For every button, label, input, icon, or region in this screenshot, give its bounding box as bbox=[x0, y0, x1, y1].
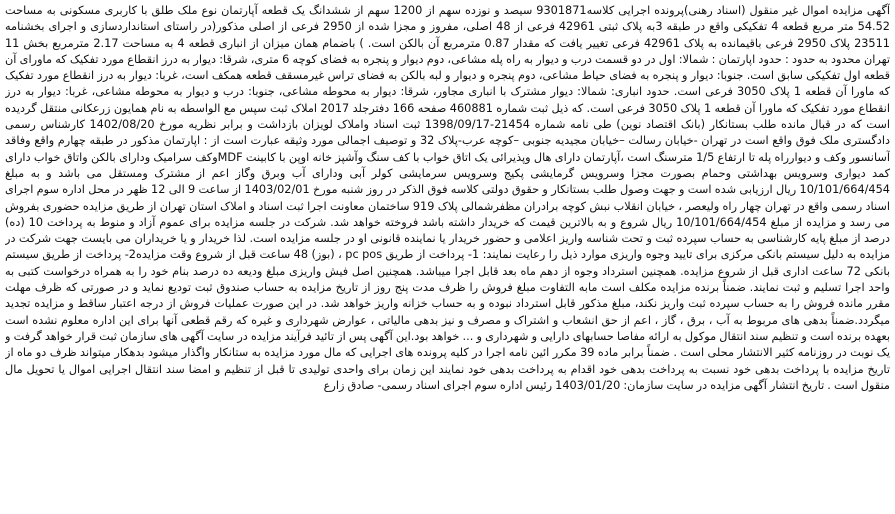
auction-notice-text: آگهی مزایده اموال غیر منقول (اسناد رهنی)پرونده اجرایی کلاسه9301871 سیصد و نوزده سهم از 1200 سهم از ششدانگ یک قطعه آپارتمان نوع ملک طلق با کاربری مسکونی به مساحت 54.52 متر مربع قطعه 4 تفکیکی واقع در طبقه 3به پلاک ثبتی 42961 فرعی از 48 اصلی، مفروز و مجزا شده از 2950 فرعی از اصلی مذکور(در راستای استانداردسازی و اجرای بخشنامه 23511 پلاک 2950 فرعی باقیمانده به پلاک 42961 فرعی تغییر یافت که مقدار 0.87 مترمربع آن بالکن است. ) باضمام همان میزان از انباری قطعه 4 به مساحت 2.17 مترمربع بخش 11 تهران محدود به حدود : حدود اپارتمان : شمالا: اول در دو قسمت درب و دیوار به راه پله مشاعی، دوم دیوار و پنجره به فضای کوچه 6 متری، شرقا: دیوار به درز انقطاع مورد تفکیک که ماورای آن قطعه اول تفکیکی سابق است. جنوبا: دیوار و پنجره به فضای حیاط مشاعی، دوم پنجره و دیوار و لبه بالکن به فضای تراس غیرمسقف قطعه همکف است، غربا: دیوار به درز انقطاع مورد تفکیک که ماورا آن قطعه 1 پلاک 3050 فرعی است. حدود انباری: شمالا: دیوار مشترک با انباری مجاور، شرقا: دیوار به محوطه مشاعی، جنوبا: درب و دیوار به محوطه مشاعی، غربا: دیوار به درز انقطاع مورد تفکیک که ماورا آن قطعه 1 پلاک 3050 فرعی است. که ذیل ثبت شماره 460881 صفحه 166 دفترجلد 2017 املاک ثبت سپس مع الواسطه به نام همایون زرعکانی منتقل گردیده است که در قبال مانده طلب بستانکار (بانک اقتصاد نوین) طی نامه شماره 21454-1398/09/17 ثبت اسناد واملاک لویزان بازداشت و برابر نظریه مورخ 1402/08/20 کارشناس رسمی دادگستری ملک فوق واقع است در تهران -خیابان رسالت –خیابان مجیدیه جنوبی –کوچه عرب-پلاک 32 و توصیف اجمالی مورد وثیقه عبارت است از : اپارتمان مذکور در طبقه چهارم واقع وفاقد آسانسور وکف و دیوارراه پله تا ارتفاع 1/5 مترسنگ است ،آپارتمان دارای هال وپذیرائی یک اتاق خواب با کف سنگ وآشپز خانه اوپن با کابینت MDFوکف سرامیک ودارای بالکن واتاق خواب دارای کمد دیواری وسرویس بهداشتی وحمام بصورت مجزا وسرویس گرمایشی پکیج وسرویس سرمایشی کولر آبی ودارای آب وبرق وگاز اعم از مشترک ومستقل می باشد و به مبلغ 10/101/664/454 ریال ارزیابی شده است و جهت وصول طلب بستانکار و حقوق دولتی کلاسه فوق الذکر در روز شنبه مورخ 1403/02/01 از ساعت 9 الی 12 ظهر در محل اداره سوم اجرای اسناد رسمی واقع در تهران چهار راه ولیعصر ، خیابان انقلاب نبش کوچه برادران مظفرشمالی پلاک 919 ساختمان معاونت اجرا ثبت اسناد و املاک استان تهران از طریق مزایده حضوری بفروش می رسد و مزایده از مبلغ 10/101/664/454 ریال شروع و به بالاترین قیمت که خریدار داشته باشد فروخته خواهد شد. شرکت در جلسه مزایده برای عموم آزاد و منوط به پرداخت 10 (ده) درصد از مبلغ پایه کارشناسی به حساب سپرده ثبت و تحت شناسه واریز اعلامی و حضور خریدار یا نماینده قانونی او در جلسه مزایده است. لذا خریدار و یا خریداران می بایست جهت شرکت در مزایده به دلیل سیستم بانکی مرکزی برای تایید وجوه واریزی موارد ذیل را رعایت نمایند: 1- پرداخت از طریق pc pos ، (بوز) 48 ساعت قبل از شروع وقت مزایده2- پرداخت از طریق سیستم بانکی 72 ساعت اداری قبل از شروع مزایده. همچنین استرداد وجوه از دهم ماه بعد قابل اجرا میباشد. همچنین اصل فیش واریزی مبلغ ودیعه ده درصد بنام خود را به همراه درخواست کتبی به واحد اجرا تسلیم و ثبت نمایند. ضمناً برنده مزایده مکلف است مابه التفاوت مبلغ فروش را ظرف مدت پنج روز از تاریخ مزایده به حساب صندوق ثبت تودیع نماید و در صورتی که ظرف مهلت مقرر مانده فروش را به حساب سپرده ثبت واریز نکند، مبلغ مذکور قابل استرداد نبوده و به حساب خزانه واریز خواهد شد. در این صورت عملیات فروش از درجه اعتبار ساقط و مزایده تجدید میگردد.ضمناً بدهی های مربوط به آب ، برق ، گاز ، اعم از حق انشعاب و اشتراک و مصرف و نیز بدهی مالیاتی ، عوارض شهرداری و غیره که رقم قطعی آنها برای این اداره معلوم نشده است بعهده برنده است و تنظیم سند انتقال موکول به ارائه مفاصا حسابهای دارایی و شهرداری و ... خواهد بود.این آگهی پس از تائید فرآیند مزایده در سایت آگهی های سازمان ثبت قرار خواهد گرفت و یک نوبت در روزنامه کثیر الانتشار محلی است . ضمناً برابر ماده 39 مکرر ائین نامه اجرا در کلیه پرونده های اجرایی که مال مورد مزایده به ستانکار واگذار میشود بدهکار میتواند ظرف دو ماه از تاریخ مزایده با پرداخت بدهی خود نسبت به پرداخت بدهی خود اقدام به پرداخت بدهی خود نمایند این زمان برای واحدی تولیدی تا قبل از تنظیم و امضا سند انتقال اجرایی اموال یا تحویل مال منقول است . تاریخ انتشار آگهی مزایده در سایت سازمان: 1403/01/20 رئیس اداره سوم اجرای اسناد رسمی- صادق زارع bbox=[5, 4, 890, 392]
